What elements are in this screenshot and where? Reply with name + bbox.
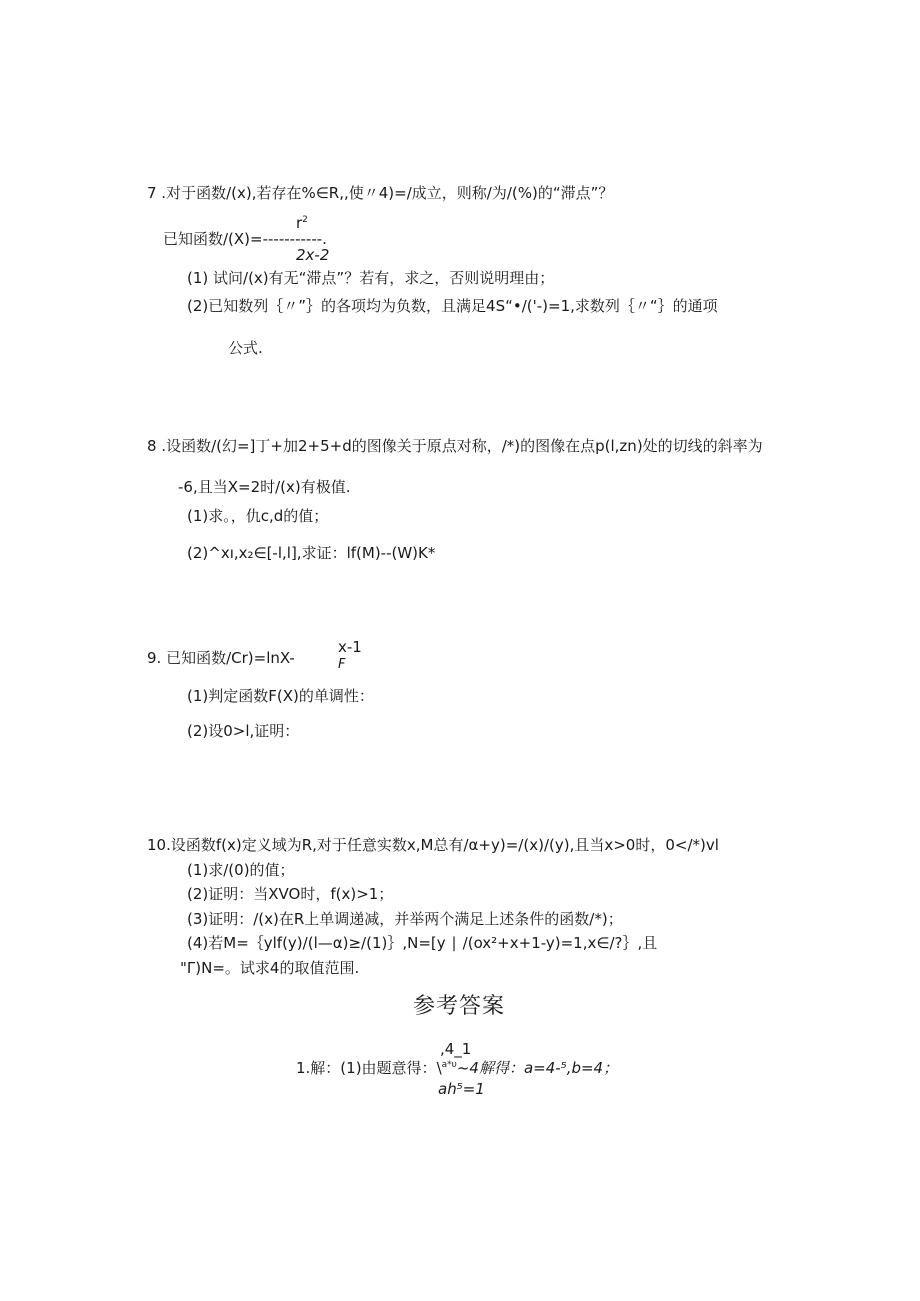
answer1-brace: \ [436, 1059, 442, 1077]
q10-part4: (4)若M=｛ylf(y)/(l—α)≥/(1)｝,N=[y ∣ /(ox²+x+1-y)=1,x∈/?｝,且 [187, 934, 658, 952]
q10-part4-continued: "Γ)N=。试求4的取值范围. [180, 959, 360, 977]
answer1-line [296, 1058, 618, 1078]
q7-fraction-denominator: 2x-2 [296, 246, 330, 264]
q9-fraction-numerator: x-1 [338, 638, 362, 656]
q10-part1: (1)求/(0)的值； [187, 861, 295, 879]
q7-part2: (2)已知数列｛〃”｝的各项均为负数，且满足4S“•/('-)=1,求数列｛〃“｝的通项 [187, 297, 718, 315]
q10-part2: (2)证明：当XVO时，f(x)>1； [187, 885, 394, 903]
q8-line2: -6,且当X=2时/(x)有极值. [178, 478, 351, 496]
answer1-prefix: 1.解：(1)由题意得： [296, 1059, 437, 1077]
q7-fraction-numerator-exponent: 2 [302, 215, 308, 225]
q10-line1: 10.设函数f(x)定义域为R,对于任意实数x,M总有/α+y)=/(x)/(y),且当x>0时，0</*)vl [147, 836, 719, 854]
answers-title: 参考答案 [413, 994, 506, 1019]
answer1-rest: ~4解得：a=4-⁵,b=4； [456, 1059, 619, 1077]
q8-line1: 8 .设函数/(幻=]丁+加2+5+d的图像关于原点对称，/*)的图像在点p(l,zn)处的切线的斜率为 [147, 437, 763, 455]
q9-line1: 9. 已知函数/Cr)=lnX- [147, 649, 295, 667]
q9-part1: (1)判定函数F(X)的单调性： [187, 687, 374, 705]
q7-line2-prefix: 已知函数/(X)= [163, 230, 263, 248]
answer1-small-text: a*υ [441, 1060, 457, 1070]
q7-fraction-numerator-base: r [296, 214, 303, 232]
q8-part2: (2)^xı,x₂∈[-l,l],求证：lf(M)--(W)K* [187, 544, 436, 562]
q7-line1: 7 .对于函数/(x),若存在%∈R,,使〃4)=/成立，则称/为/(%)的“滞点”？ [147, 184, 614, 202]
q10-part3: (3)证明：/(x)在R上单调递减，并举两个满足上述条件的函数/*)； [187, 910, 623, 928]
q8-part1: (1)求。，仇c,d的值； [187, 507, 329, 525]
q7-fraction-bar: -----------. [262, 230, 327, 248]
q9-part2: (2)设0>l,证明： [187, 722, 300, 740]
answer1-top-line: ,4_1 [440, 1040, 472, 1058]
answer1-bottom-line: ah⁵=1 [438, 1080, 485, 1098]
q7-part1: (1) 试问/(x)有无“滞点”？若有，求之，否则说明理由； [187, 269, 555, 287]
q9-fraction-denominator: F [338, 657, 346, 672]
q7-part2-continued: 公式. [228, 339, 263, 357]
